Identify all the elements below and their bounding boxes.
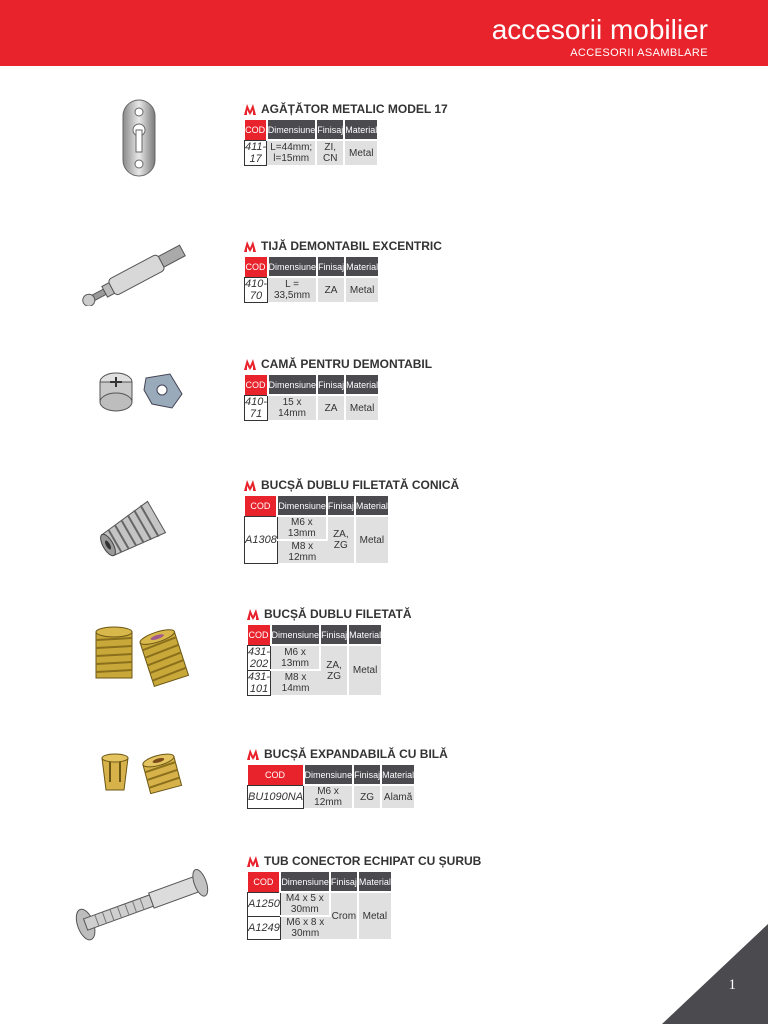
brand-logo-icon [244,241,256,252]
material-cell: Metal [344,140,377,165]
header-material: Material [345,375,378,395]
dimension-cell: L=44mm; l=15mm [267,140,317,165]
page-corner [662,924,768,1024]
page-header [0,0,768,66]
dimension-cell: M8 x 12mm [277,540,327,563]
finish-cell: Crom [330,892,358,939]
spec-table [244,375,378,421]
header-dimensiune: Dimensiune [267,120,317,140]
product-image-brass-inserts [96,752,188,799]
material-cell: Metal [345,277,378,302]
spec-table [247,765,414,809]
cod-cell: 431-101 [248,670,271,695]
cod-cell: 410-71 [245,395,268,420]
cod-cell: 431-202 [248,645,271,670]
header-material: Material [345,257,378,277]
header-material: Material [381,765,414,785]
header-dimensiune: Dimensiune [277,496,327,516]
header-finisaj: Finisaj [317,257,345,277]
product-image-conical-insert [98,498,170,567]
product-image-hanger [118,98,160,183]
dimension-cell: M6 x 12mm [304,785,354,808]
finish-cell: ZA, ZG [320,645,348,695]
header-finisaj: Finisaj [317,375,345,395]
product-title: BUCȘĂ DUBLU FILETATĂ [264,607,412,621]
brand-logo-icon [247,609,259,620]
product-image-rod [76,242,196,311]
header-cod: COD [248,625,271,645]
cod-cell: BU1090NA [248,785,304,808]
material-cell: Metal [358,892,391,939]
cod-cell: A1308 [245,516,278,563]
brand-logo-icon [244,104,256,115]
header-finisaj: Finisaj [330,872,358,892]
dimension-cell: M6 x 8 x 30mm [280,916,330,939]
dimension-cell: M8 x 14mm [271,670,321,695]
brand-logo-icon [244,359,256,370]
header-finisaj: Finisaj [353,765,381,785]
spec-table [244,496,388,564]
product-title: BUCȘĂ DUBLU FILETATĂ CONICĂ [261,478,460,492]
dimension-cell: M6 x 13mm [271,645,321,670]
product-title: CAMĂ PENTRU DEMONTABIL [261,357,433,371]
header-cod: COD [245,120,267,140]
page-title: accesorii mobilier [491,14,708,45]
page-number: 1 [728,977,736,993]
finish-cell: ZG [353,785,381,808]
dimension-cell: 15 x 14mm [268,395,318,420]
header-cod: COD [245,496,278,516]
header-material: Material [358,872,391,892]
header-finisaj: Finisaj [316,120,344,140]
material-cell: Metal [355,516,388,563]
header-dimensiune: Dimensiune [268,257,318,277]
header-cod: COD [248,765,304,785]
material-cell: Metal [348,645,381,695]
spec-table [247,872,391,940]
header-finisaj: Finisaj [327,496,355,516]
finish-cell: ZA [317,395,345,420]
spec-table [244,257,378,303]
spec-table [247,625,381,696]
header-dimensiune: Dimensiune [304,765,354,785]
cod-cell: 410-70 [245,277,268,302]
dimension-cell: L = 33,5mm [268,277,318,302]
cod-cell: A1249 [248,916,281,939]
brand-logo-icon [247,749,259,760]
header-finisaj: Finisaj [320,625,348,645]
header-material: Material [348,625,381,645]
finish-cell: ZA [317,277,345,302]
product-title: TIJĂ DEMONTABIL EXCENTRIC [261,239,442,253]
product-image-threaded-inserts [92,624,192,693]
dimension-cell: M4 x 5 x 30mm [280,892,330,916]
page-subtitle: ACCESORII ASAMBLARE [570,47,708,59]
header-cod: COD [245,257,268,277]
header-cod: COD [245,375,268,395]
material-cell: Alamă [381,785,414,808]
cod-cell: A1250 [248,892,281,916]
spec-table [244,120,377,166]
product-image-connector-bolt [70,864,214,949]
finish-cell: ZI, CN [316,140,344,165]
dimension-cell: M6 x 13mm [277,516,327,540]
product-title: AGĂȚĂTOR METALIC MODEL 17 [261,102,448,116]
header-dimensiune: Dimensiune [268,375,318,395]
product-title: BUCȘĂ EXPANDABILĂ CU BILĂ [264,747,448,761]
product-title: TUB CONECTOR ECHIPAT CU ȘURUB [264,854,482,868]
header-cod: COD [248,872,281,892]
product-image-cam [96,368,186,419]
cod-cell: 411-17 [245,140,267,165]
header-material: Material [355,496,388,516]
material-cell: Metal [345,395,378,420]
brand-logo-icon [247,856,259,867]
header-dimensiune: Dimensiune [280,872,330,892]
header-material: Material [344,120,377,140]
brand-logo-icon [244,480,256,491]
finish-cell: ZA, ZG [327,516,355,563]
header-dimensiune: Dimensiune [271,625,321,645]
